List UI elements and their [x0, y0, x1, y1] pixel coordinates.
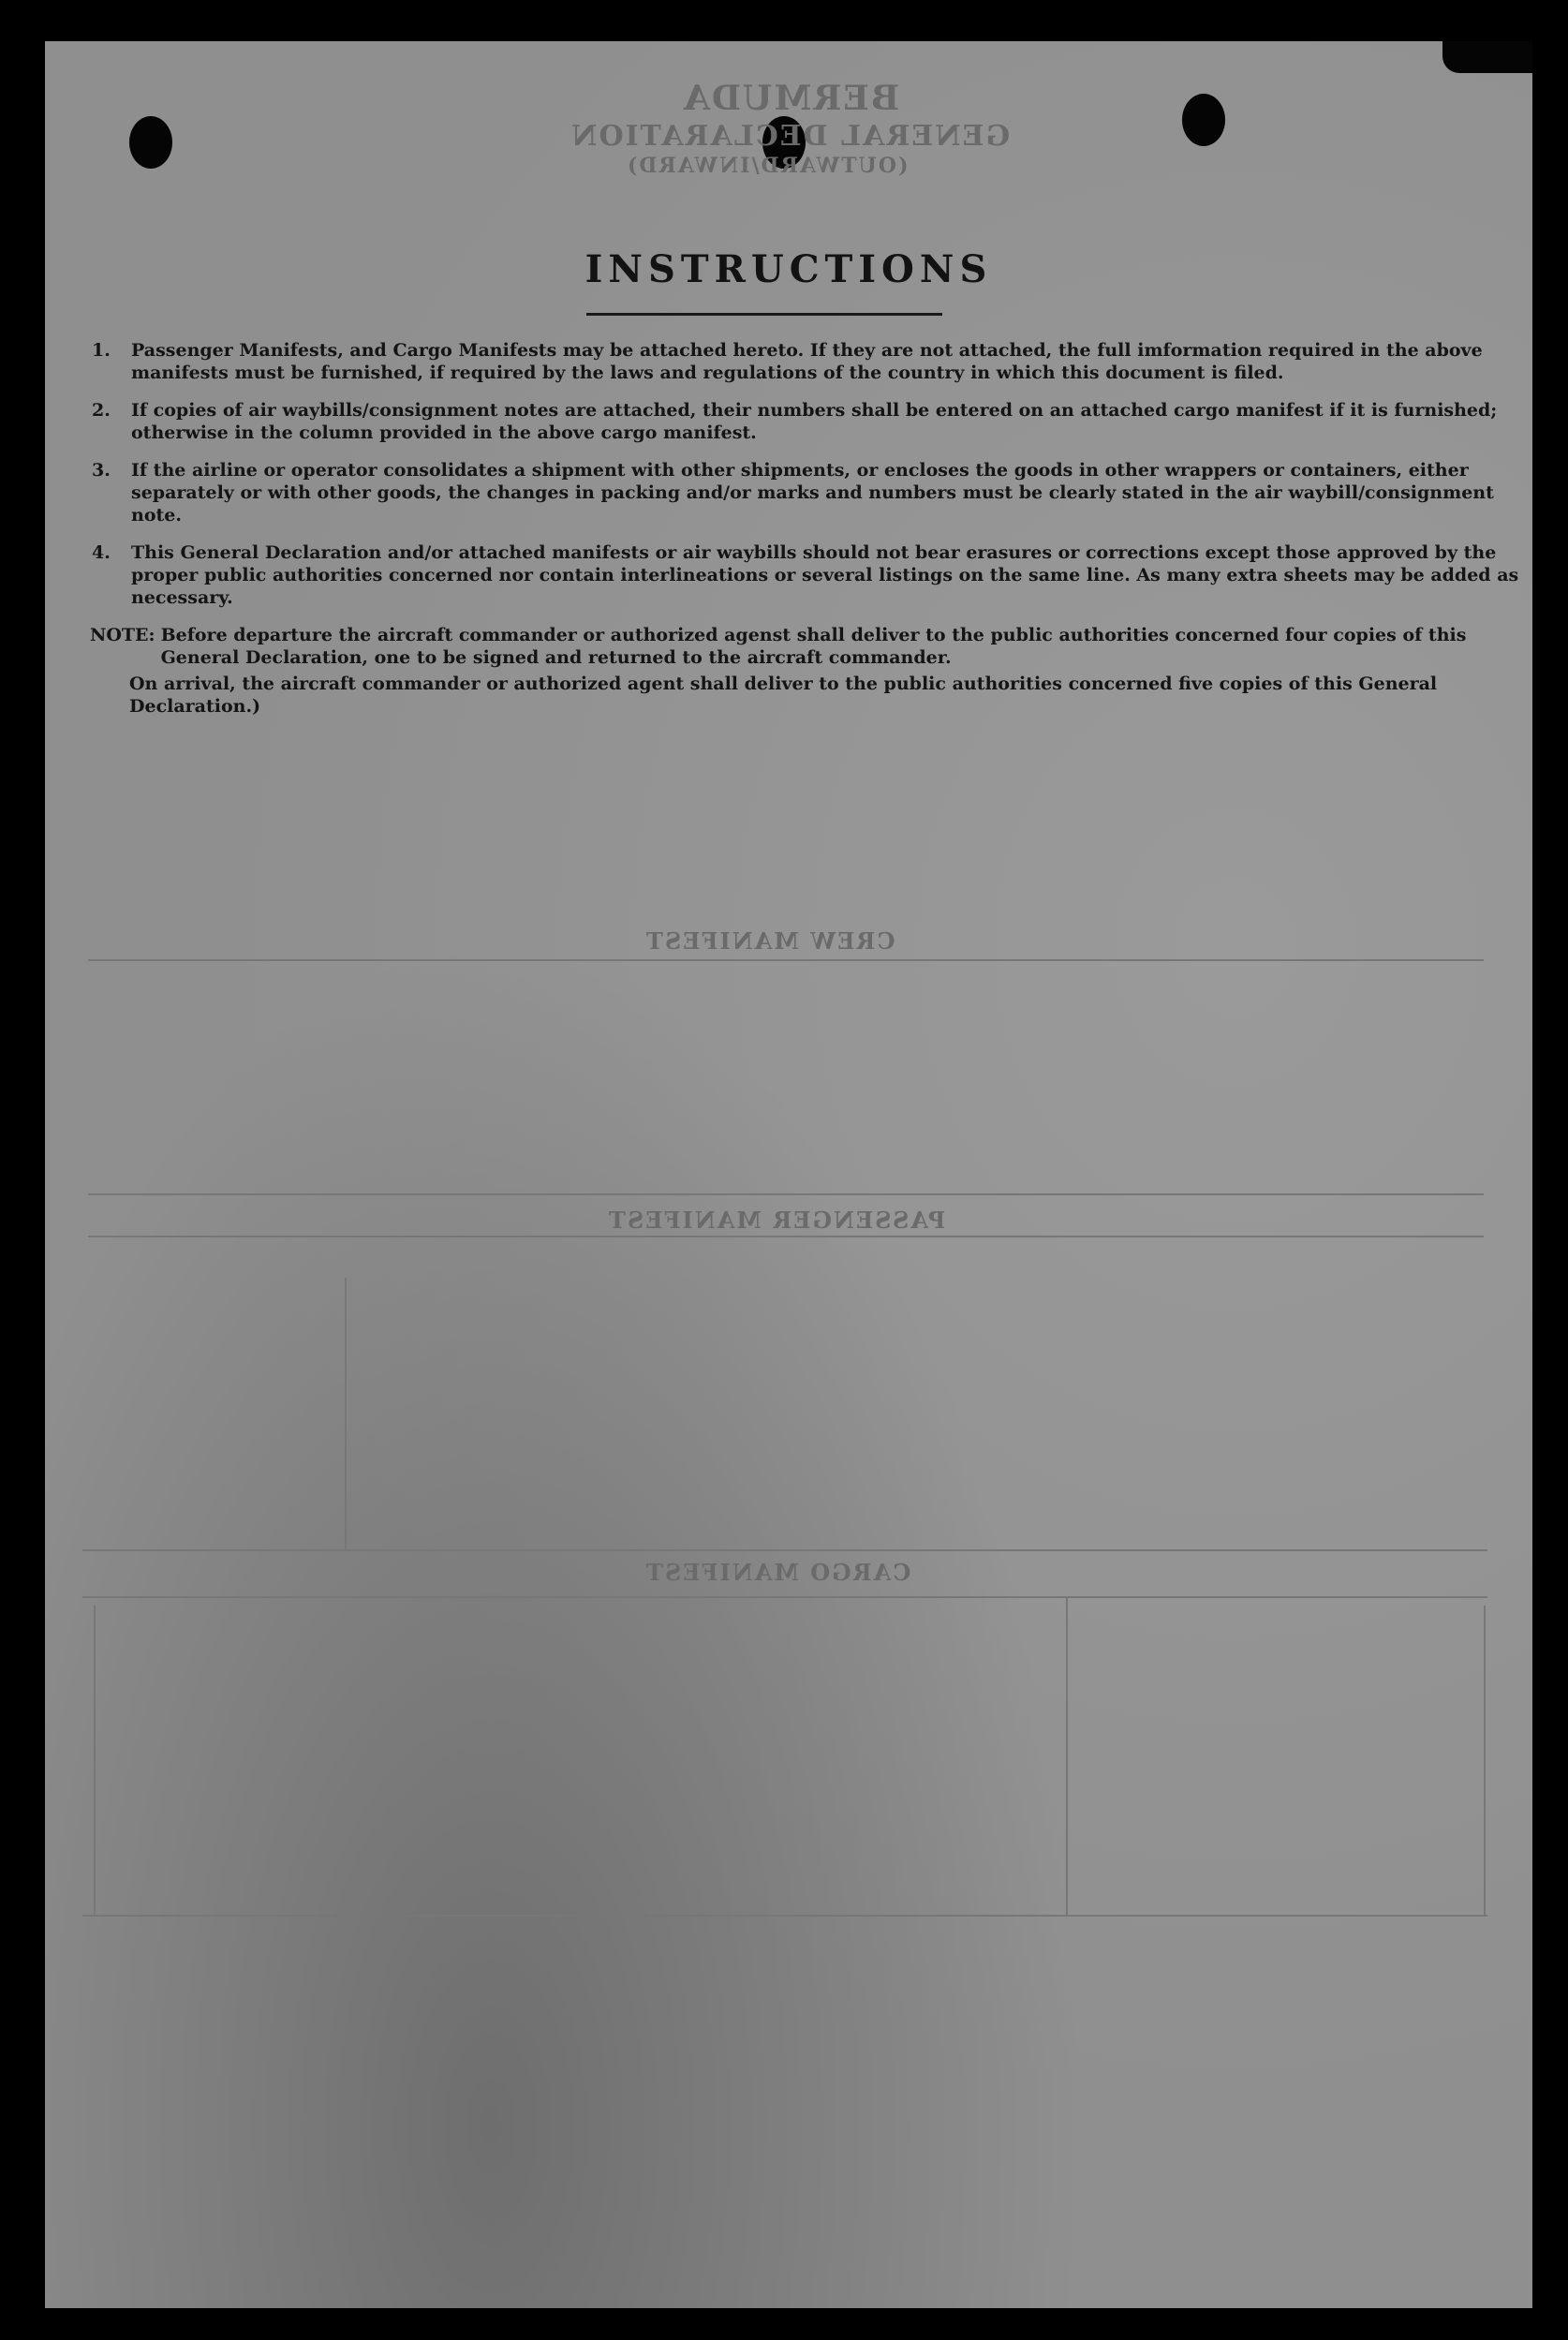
show-through-rule	[345, 1278, 347, 1549]
instruction-item	[92, 399, 1519, 444]
show-through-rule	[82, 1596, 1487, 1598]
document-sheet	[45, 41, 1532, 2308]
corner-tab	[1442, 41, 1532, 73]
instruction-text: Passenger Manifests, and Cargo Manifests may be attached hereto. If they are not attached, the full imformation required in the above manifests must be furnished, if required by the laws and regulations of the country in which this document is filed.	[131, 340, 1483, 383]
show-through-crew-manifest: CREW MANIFEST	[644, 927, 895, 955]
show-through-rule	[82, 1915, 1487, 1917]
note-departure	[92, 624, 1519, 669]
show-through-rule	[88, 1193, 1484, 1195]
show-through-rule	[94, 1606, 96, 1915]
instruction-number: 1.	[92, 340, 111, 361]
show-through-country: BERMUDA	[682, 79, 900, 118]
punch-hole-left	[129, 116, 172, 169]
show-through-direction: (OUTWARD/INWARD)	[626, 154, 909, 178]
show-through-rule	[88, 1236, 1484, 1237]
instruction-number: 2.	[92, 400, 111, 421]
show-through-rule	[82, 1549, 1487, 1551]
instruction-item	[92, 541, 1519, 609]
show-through-passenger-manifest: PASSENGER MANIFEST	[607, 1207, 946, 1234]
instructions-heading: INSTRUCTIONS	[584, 247, 993, 291]
punch-hole-right	[1182, 94, 1225, 146]
show-through-rule	[88, 959, 1484, 961]
instruction-number: 4.	[92, 542, 111, 563]
instructions-list	[92, 339, 1519, 718]
show-through-cargo-manifest: CARGO MANIFEST	[644, 1559, 911, 1586]
heading-underline	[586, 313, 942, 316]
instruction-item	[92, 459, 1519, 526]
instruction-text: If copies of air waybills/consignment notes are attached, their numbers shall be entered on an attached cargo manifest if it is furnished; otherwise in the column provided in the above cargo manifest.	[131, 400, 1498, 443]
show-through-form-title: GENERAL DECLARATION	[570, 120, 1011, 153]
note-departure-text: Before departure the aircraft commander or authorized agenst shall deliver to the public authorities concerned four copies of this General Declaration, one to be signed and returned to the aircraft commander.	[160, 625, 1467, 668]
instruction-item	[92, 339, 1519, 384]
instruction-text: This General Declaration and/or attached manifests or air waybills should not bear erasures or corrections except those approved by the proper public authorities concerned nor contain interlineations or several listings on the same line. As many extra sheets may be added as necessary.	[131, 542, 1519, 608]
note-label: NOTE:	[90, 625, 155, 645]
show-through-rule	[1066, 1596, 1068, 1915]
show-through-rule	[1484, 1606, 1486, 1915]
instruction-text: If the airline or operator consolidates a shipment with other shipments, or encloses the goods in other wrappers or containers, either separately or with other goods, the changes in packing and/or marks and numbers must be clearly stated in the air waybill/consignment note.	[131, 460, 1494, 526]
instruction-number: 3.	[92, 460, 111, 481]
note-arrival-text: On arrival, the aircraft commander or authorized agent shall deliver to the public authorities concerned five copies of this General Declaration.)	[129, 674, 1438, 717]
